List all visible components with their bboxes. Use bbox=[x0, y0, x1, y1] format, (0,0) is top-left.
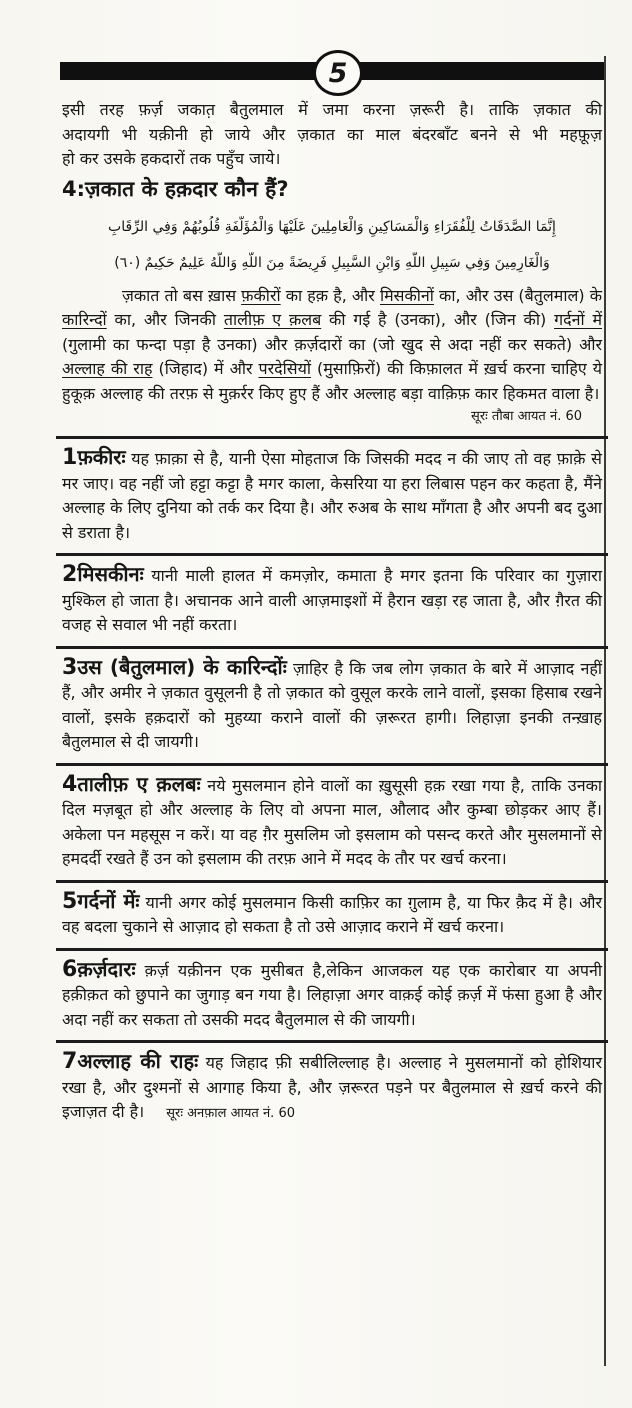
item-title: फ़कीरः bbox=[77, 445, 126, 469]
item-text: यह जिहाद फ़ी सबीलिल्लाह है। अल्लाह ने मुसलमानों को होशियार रखा है, और दुश्मनों से आगाह किया है, और ज़रूरत पड़ने पर बैतुलमाल से ख़र्च करने की इजाज़त दी है। bbox=[62, 1053, 602, 1121]
item-title: मिसकीनः bbox=[77, 562, 144, 586]
verse-translation bbox=[62, 284, 602, 407]
item-number: 3 bbox=[62, 654, 78, 680]
page-content bbox=[62, 98, 602, 1127]
item-label bbox=[62, 1049, 198, 1073]
section-divider bbox=[56, 763, 608, 766]
arabic-verse-line-1: إِنَّمَا الصَّدَقَاتُ لِلْفُقَرَاءِ وَالْمَسَاكِينِ وَالْعَامِلِينَ عَلَيْهَا وَالْمُؤَلَّفَةِ قُلُوبُهُمْ وَفِي الرِّقَابِ bbox=[108, 218, 556, 235]
item-text: ज़ाहिर है कि जब लोग ज़कात के बारे में आज़ाद नहीं हैं, और अमीर ने ज़कात वुसूलनी है तो ज़कात को वुसूल करके लाने वालों, इसका हिसाब रखने वालों, इसके हक़दारों को मुहय्या कराने वालों की ज़रूरत हागी। लिहाज़ा इनकी तन्ख़ाह बैतुलमाल से दी जायगी। bbox=[62, 658, 602, 751]
translation-text: का, और जिनकी bbox=[106, 310, 224, 329]
explanation-item-2 bbox=[62, 562, 602, 638]
intro-line-2: अदायगी भी यक़ीनी हो जाये और ज़कात का माल बंदरबाँट बनने से भी महफ़ूज़ bbox=[62, 124, 602, 144]
intro-line-3: हो कर उसके हकदारों तक पहुँच जाये। bbox=[62, 149, 281, 168]
section-divider bbox=[56, 436, 608, 439]
explanation-item-7 bbox=[62, 1049, 602, 1127]
item-text: यानी माली हालत में कमज़ोर, कमाता है मगर इतना कि परिवार का गुज़ारा मुश्किल हो जाता है। अचानक आने वाली आज़माइशों में हैरान खड़ा रह जाता है, और ग़ैरत की वजह से सवाल भी नहीं करता। bbox=[62, 566, 602, 634]
item-title: अल्लाह की राहः bbox=[77, 1049, 199, 1073]
item-title: उस (बैतुलमाल) के कारिन्दोंः bbox=[77, 654, 287, 679]
explanation-item-5 bbox=[62, 889, 602, 940]
underlined-term: मिसकीनों bbox=[379, 285, 434, 305]
section-divider bbox=[56, 1040, 608, 1043]
translation-text: ज़कात तो बस ख़ास bbox=[122, 285, 242, 305]
section-divider bbox=[56, 880, 608, 883]
verse-reference: सूरः तौबा आयत नं. 60 bbox=[471, 409, 582, 424]
underlined-term: कारिन्दों bbox=[62, 310, 107, 329]
underlined-term: गर्दनों में bbox=[554, 310, 603, 329]
item-label bbox=[62, 772, 201, 796]
item-title: गर्दनों मेंः bbox=[77, 888, 140, 913]
section-divider bbox=[56, 646, 608, 649]
translation-text: (मुसाफ़िरों) की किफ़ालत में ख़र्च करना चाहिए ये हुकूक़ अल्लाह की तरफ़ से मुक़र्रर किए हुए हैं और अल्लाह बड़ा वाक़िफ़ कार हिकमत वाला है। bbox=[62, 359, 602, 403]
item-number: 1 bbox=[62, 445, 78, 470]
underlined-term: फ़कीरों bbox=[241, 285, 281, 305]
item-number: 5 bbox=[62, 888, 78, 914]
explanation-item-1 bbox=[62, 445, 602, 545]
underlined-term: अल्लाह की राह bbox=[62, 359, 153, 378]
item-text: क़र्ज़ यक़ीनन एक मुसीबत है,लेकिन आजकल यह एक कारोबार या अपनी हक़ीक़त को छुपाने का जुगाड़ बन गया है। लिहाज़ा अगर वाक़ई कोई क़र्ज़ में फंसा हुआ है और अदा नहीं कर सकता तो उसकी मदद बैतुलमाल से की जायगी। bbox=[62, 960, 602, 1029]
translation-text: का हक़ है, और bbox=[280, 285, 380, 305]
item-title: क़र्ज़दारः bbox=[77, 956, 136, 981]
item-label bbox=[62, 889, 139, 913]
explanation-item-4 bbox=[62, 772, 602, 872]
section-divider bbox=[56, 553, 608, 556]
translation-text: (जिहाद) में और bbox=[152, 359, 259, 378]
translation-text: का, और उस (बैतुलमाल) के bbox=[433, 285, 602, 305]
section-heading: 4:ज़कात के हक़दार कौन हैं? bbox=[62, 176, 289, 201]
explanation-item-6 bbox=[62, 957, 602, 1033]
arabic-verse-line-2: وَالْغَارِمِينَ وَفِي سَبِيلِ اللَّهِ وَابْنِ السَّبِيلِ فَرِيضَةً مِنَ اللَّهِ وَاللَّهُ عَلِيمٌ حَكِيمٌ (٦٠) bbox=[114, 254, 550, 271]
underlined-term: तालीफ़ ए क़लब bbox=[223, 310, 322, 329]
translation-text: (गुलामी का फन्दा पड़ा है उनका) और क़र्ज़दारों का (जो खुद से अदा नहीं कर सकते) और bbox=[62, 334, 602, 354]
item-title: तालीफ़ ए क़लबः bbox=[77, 771, 201, 796]
underlined-term: परदेसियों bbox=[258, 359, 311, 378]
item-label bbox=[62, 957, 136, 981]
item-text: यह फ़ाक़ा से है, यानी ऐसा मोहताज कि जिसकी मदद न की जाए तो वह फ़ाक़े से मर जाए। वह नहीं जो हट्टा कट्टा है मगर काला, केसरिया या हरा लिबास पहन कर कहता है, मैंने अल्लाह के लिए दुनिया को तर्क कर दिया है। और रुअब के साथ माँगता है और अपनी बद दुआ से डराता है। bbox=[62, 449, 602, 542]
item-label bbox=[62, 445, 126, 469]
item-number: 7 bbox=[62, 1049, 78, 1074]
explanation-item-3 bbox=[62, 655, 602, 755]
item-label bbox=[62, 562, 144, 586]
item-number: 4 bbox=[62, 771, 78, 797]
page-edge-rule bbox=[604, 56, 606, 1366]
intro-line-1: इसी तरह फ़र्ज़ जकात़ बैतुलमाल में जमा करना ज़रूरी है। ताकि ज़कात की bbox=[62, 100, 602, 119]
item-text: यानी अगर कोई मुसलमान किसी काफ़िर का ग़ुलाम है, या फिर क़ैद में है। और वह बदला चुकाने से आज़ाद हो सकता है तो उसे आज़ाद कराने में खर्च करना। bbox=[62, 892, 603, 936]
item-text: नये मुसलमान होने वालों का ख़ुसूसी हक़ रखा गया है, ताकि उनका दिल मज़बूत हो और अल्लाह के लिए वो अपना माल, औलाद और कुम्बा छोड़कर आए हैं। अकेला पन महसूस न करें। या वह ग़ैर मुसलिम जो इसलाम को पसन्द करते और मुसलमानों से हमदर्दी रखते हैं उन को इसलाम की तरफ़ आने में मदद के तौर पर खर्च करना। bbox=[62, 775, 603, 868]
section-divider bbox=[56, 948, 608, 951]
item-reference: सूरः अनफ़ाल आयत नं. 60 bbox=[166, 1106, 295, 1121]
page-number: 5 bbox=[313, 50, 363, 96]
item-number: 6 bbox=[62, 956, 78, 982]
item-label bbox=[62, 655, 287, 679]
item-number: 2 bbox=[62, 562, 78, 587]
translation-text: की गई है (उनका), और (जिन की) bbox=[321, 310, 555, 329]
